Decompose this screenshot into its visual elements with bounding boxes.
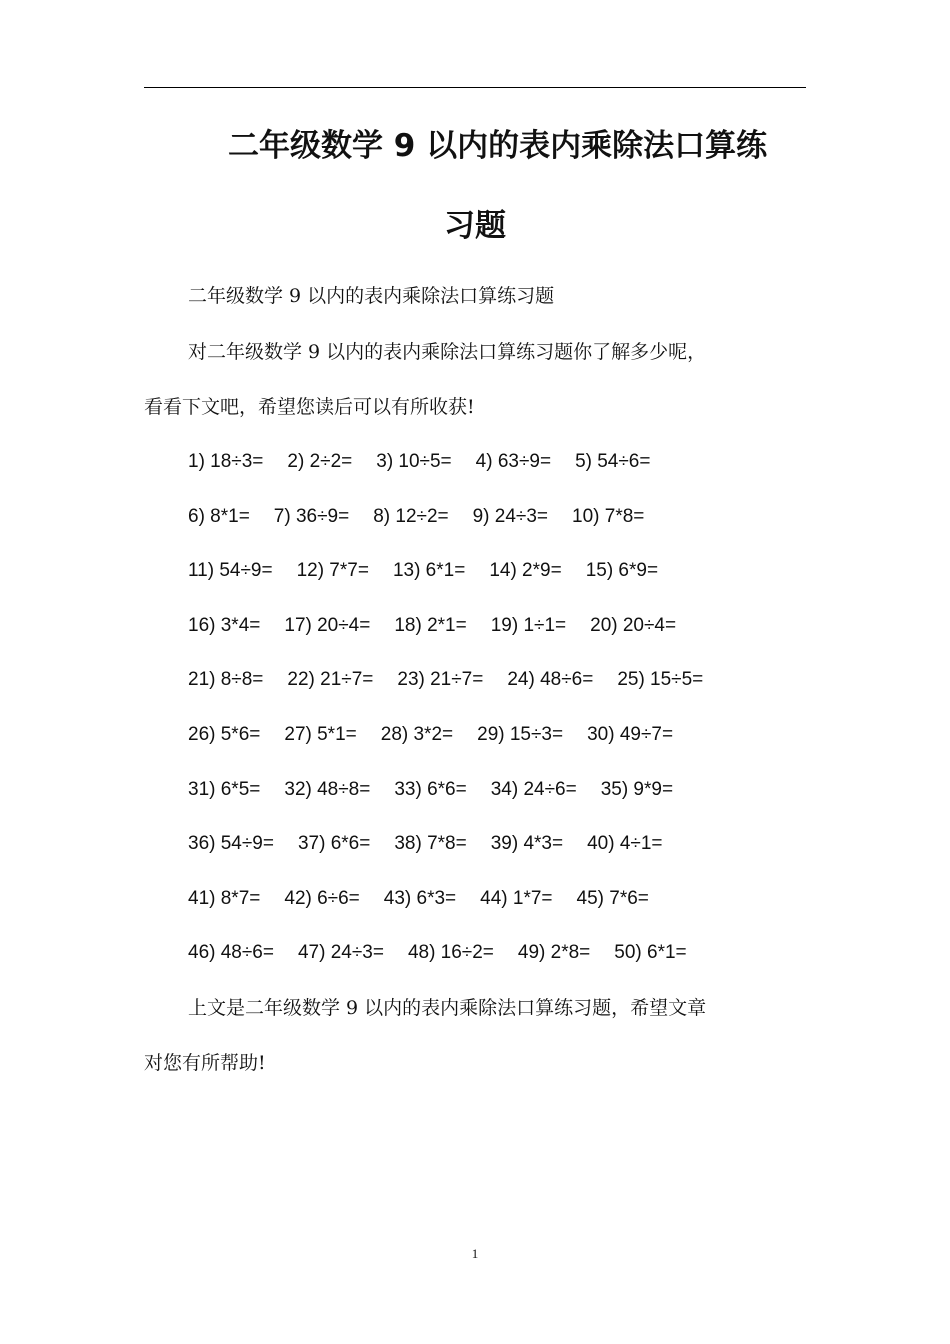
problem-row — [188, 829, 808, 884]
closing-line-1: 上文是二年级数学 9 以内的表内乘除法口算练习题，希望文章 — [188, 997, 707, 1019]
problem-item: 20) 20÷4= — [590, 614, 677, 636]
header-rule — [144, 87, 806, 88]
problem-item: 47) 24÷3= — [297, 942, 384, 964]
problem-item: 45) 7*6= — [576, 887, 649, 909]
problem-item: 18) 2*1= — [394, 614, 467, 636]
page-title-line-1: 二年级数学 9 以内的表内乘除法口算练 — [228, 128, 768, 164]
problem-item: 2) 2÷2= — [287, 451, 353, 472]
problem-item: 25) 15÷5= — [617, 669, 704, 691]
problem-item: 35) 9*9= — [600, 778, 674, 800]
problem-item: 16) 3*4= — [188, 614, 261, 636]
problem-item: 40) 4÷1= — [587, 833, 663, 855]
problem-item: 46) 48÷6= — [188, 942, 274, 964]
intro-line-1: 对二年级数学 9 以内的表内乘除法口算练习题你了解多少呢， — [188, 341, 707, 363]
problem-item: 15) 6*9= — [585, 560, 659, 582]
problem-row — [188, 502, 808, 557]
problem-item: 22) 21÷7= — [287, 669, 374, 691]
closing-line-2: 对您有所帮助! — [144, 1052, 266, 1074]
intro-line-2: 看看下文吧，希望您读后可以有所收获! — [144, 396, 475, 418]
problem-item: 34) 24÷6= — [490, 778, 577, 800]
problem-row — [188, 884, 808, 939]
problem-row — [188, 611, 808, 666]
problem-row — [188, 665, 808, 720]
problem-item: 38) 7*8= — [394, 833, 467, 855]
problem-item: 31) 6*5= — [188, 778, 261, 800]
problem-item: 23) 21÷7= — [397, 669, 484, 691]
problem-item: 41) 8*7= — [188, 887, 261, 909]
problem-row — [188, 720, 808, 775]
problem-item: 17) 20÷4= — [284, 614, 371, 636]
problem-item: 9) 24÷3= — [472, 505, 549, 527]
problem-row — [188, 556, 808, 611]
problem-item: 26) 5*6= — [188, 723, 261, 745]
problem-row — [188, 447, 808, 502]
problem-item: 42) 6÷6= — [284, 887, 360, 909]
problem-item: 36) 54÷9= — [188, 833, 274, 855]
problem-item: 37) 6*6= — [297, 833, 371, 855]
page-number: 1 — [471, 1246, 479, 1261]
problem-item: 24) 48÷6= — [507, 669, 594, 691]
problem-item: 7) 36÷9= — [273, 505, 350, 527]
problem-item: 1) 18÷3= — [188, 451, 264, 472]
problem-list — [188, 447, 808, 993]
problem-item: 4) 63÷9= — [475, 451, 552, 472]
problem-item: 13) 6*1= — [392, 560, 466, 582]
problem-item: 14) 2*9= — [489, 560, 562, 582]
problem-row — [188, 938, 808, 993]
problem-item: 10) 7*8= — [572, 505, 645, 527]
problem-item: 27) 5*1= — [284, 723, 357, 745]
problem-item: 11) 54÷9= — [188, 560, 273, 582]
problem-item: 39) 4*3= — [490, 833, 564, 855]
page-title-line-2: 习题 — [444, 208, 506, 244]
problem-item: 33) 6*6= — [394, 778, 467, 800]
problem-item: 12) 7*7= — [296, 560, 369, 582]
problem-item: 43) 6*3= — [383, 887, 457, 909]
problem-item: 50) 6*1= — [614, 942, 687, 964]
intro-subtitle: 二年级数学 9 以内的表内乘除法口算练习题 — [188, 285, 555, 307]
problem-item: 6) 8*1= — [188, 505, 250, 527]
problem-item: 29) 15÷3= — [477, 723, 564, 745]
problem-item: 32) 48÷8= — [284, 778, 371, 800]
problem-row — [188, 775, 808, 830]
problem-item: 48) 16÷2= — [407, 942, 494, 964]
problem-item: 28) 3*2= — [380, 723, 454, 745]
problem-item: 21) 8÷8= — [188, 669, 264, 691]
problem-item: 19) 1÷1= — [490, 614, 567, 636]
problem-item: 44) 1*7= — [480, 887, 553, 909]
problem-item: 30) 49÷7= — [587, 723, 674, 745]
problem-item: 49) 2*8= — [517, 942, 591, 964]
problem-item: 3) 10÷5= — [376, 451, 452, 472]
problem-item: 8) 12÷2= — [373, 505, 449, 527]
problem-item: 5) 54÷6= — [575, 451, 651, 472]
